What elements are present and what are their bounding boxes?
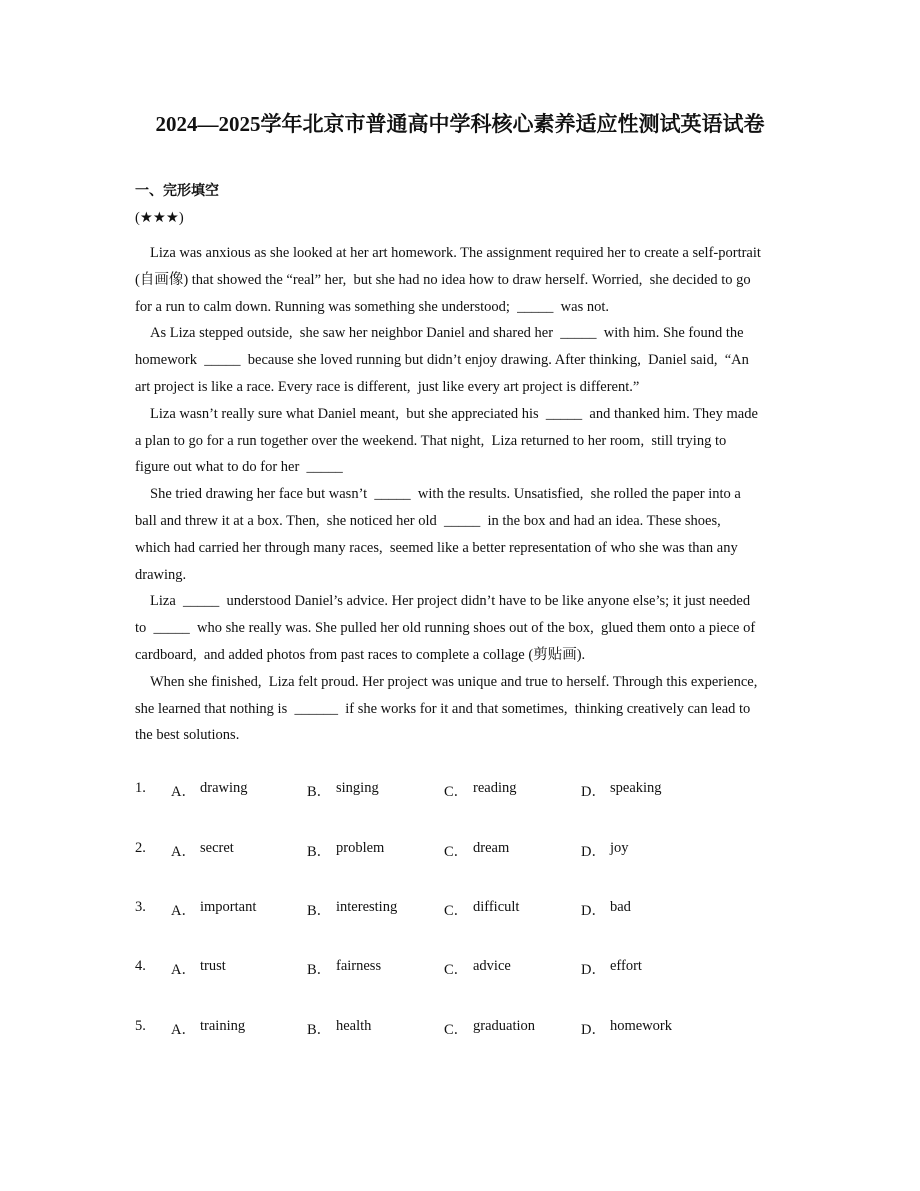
passage-line: Liza _____ understood Daniel’s advice. Her project didn’t have to be like anyone else’s; it just needed <box>150 593 751 610</box>
passage-paragraph <box>135 240 795 320</box>
passage-line: the best solutions. <box>135 727 240 744</box>
option-text: speaking <box>610 780 662 796</box>
passage-line: When she finished, Liza felt proud. Her project was unique and true to herself. Through this experience, <box>150 673 758 690</box>
option-text: training <box>200 1018 246 1034</box>
option-text: interesting <box>336 899 398 915</box>
question-row <box>135 899 795 919</box>
option-text: dream <box>473 840 510 856</box>
passage-line: art project is like a race. Every race is different, just like every art project is different.” <box>135 378 640 395</box>
difficulty-rating: (★★★) <box>135 210 184 226</box>
cloze-passage <box>135 240 795 749</box>
passage-line: cardboard, and added photos from past races to complete a collage (剪贴画). <box>135 646 586 663</box>
passage-line: to _____ who she really was. She pulled her old running shoes out of the box, glued them onto a piece of <box>135 620 756 637</box>
passage-paragraph <box>135 481 795 588</box>
question-number: 4. <box>135 958 146 974</box>
passage-line: a plan to go for a run together over the weekend. That night, Liza returned to her room, still trying to <box>135 432 727 449</box>
passage-line: Liza wasn’t really sure what Daniel meant, but she appreciated his _____ and thanked him. They made <box>150 405 758 422</box>
option-letter: C． <box>444 784 469 800</box>
option-letter: C． <box>444 903 469 919</box>
option-text: problem <box>336 840 385 856</box>
question-row <box>135 958 795 978</box>
passage-line: Liza was anxious as she looked at her art homework. The assignment required her to create a self-portrait <box>150 245 761 261</box>
option-letter: D． <box>581 962 606 978</box>
option-text: fairness <box>336 958 382 974</box>
passage-line: which had carried her through many races, seemed like a better representation of who she was than any <box>135 539 738 556</box>
option-letter: A． <box>171 784 196 800</box>
page-title: 2024—2025学年北京市普通高中学科核心素养适应性测试英语试卷 <box>155 112 765 136</box>
option-letter: D． <box>581 784 606 800</box>
option-letter: C． <box>444 962 469 978</box>
passage-line: she learned that nothing is ______ if she works for it and that sometimes, thinking creatively can lead to <box>135 700 751 717</box>
question-row <box>135 780 795 800</box>
passage-paragraph <box>135 669 795 749</box>
option-text: bad <box>610 899 631 915</box>
passage-line: ball and threw it at a box. Then, she noticed her old _____ in the box and had an idea. These shoes, <box>135 512 721 529</box>
passage-line: (自画像) that showed the “real” her, but she had no idea how to draw herself. Worried, she decided to go <box>135 271 751 288</box>
option-letter: A． <box>171 962 196 978</box>
passage-line: drawing. <box>135 566 187 583</box>
section-heading: 一、完形填空 <box>135 183 219 199</box>
passage-paragraph <box>135 401 795 481</box>
option-letter: C． <box>444 844 469 860</box>
passage-line: homework _____ because she loved running but didn’t enjoy drawing. After thinking, Daniel said, “An <box>135 352 749 369</box>
question-number: 5. <box>135 1018 146 1034</box>
question-row <box>135 1018 795 1038</box>
option-text: homework <box>610 1018 673 1034</box>
question-number: 3. <box>135 899 146 915</box>
passage-paragraph <box>135 588 795 668</box>
option-letter: A． <box>171 844 196 860</box>
option-letter: A． <box>171 903 196 919</box>
option-letter: D． <box>581 1022 606 1038</box>
option-text: singing <box>336 780 379 796</box>
option-letter: B． <box>307 962 332 978</box>
option-text: joy <box>610 840 629 856</box>
passage-paragraph <box>135 320 795 400</box>
option-text: reading <box>473 780 517 796</box>
option-text: effort <box>610 958 642 974</box>
option-text: secret <box>200 840 234 856</box>
option-text: trust <box>200 958 226 974</box>
option-letter: C． <box>444 1022 469 1038</box>
passage-line: She tried drawing her face but wasn’t _____ with the results. Unsatisfied, she rolled the paper into a <box>150 486 741 503</box>
option-letter: D． <box>581 844 606 860</box>
option-letter: B． <box>307 903 332 919</box>
passage-line: figure out what to do for her _____ <box>135 459 343 476</box>
option-letter: A． <box>171 1022 196 1038</box>
passage-line: for a run to calm down. Running was something she understood; _____ was not. <box>135 298 610 315</box>
option-letter: B． <box>307 1022 332 1038</box>
question-number: 1. <box>135 780 146 796</box>
option-text: advice <box>473 958 511 974</box>
option-text: important <box>200 899 257 915</box>
option-text: health <box>336 1018 372 1034</box>
option-letter: D． <box>581 903 606 919</box>
option-text: difficult <box>473 899 520 915</box>
option-letter: B． <box>307 844 332 860</box>
question-row <box>135 840 795 860</box>
option-text: graduation <box>473 1018 536 1034</box>
option-text: drawing <box>200 780 248 796</box>
option-letter: B． <box>307 784 332 800</box>
passage-line: As Liza stepped outside, she saw her neighbor Daniel and shared her _____ with him. She found the <box>150 325 744 342</box>
question-number: 2. <box>135 840 146 856</box>
